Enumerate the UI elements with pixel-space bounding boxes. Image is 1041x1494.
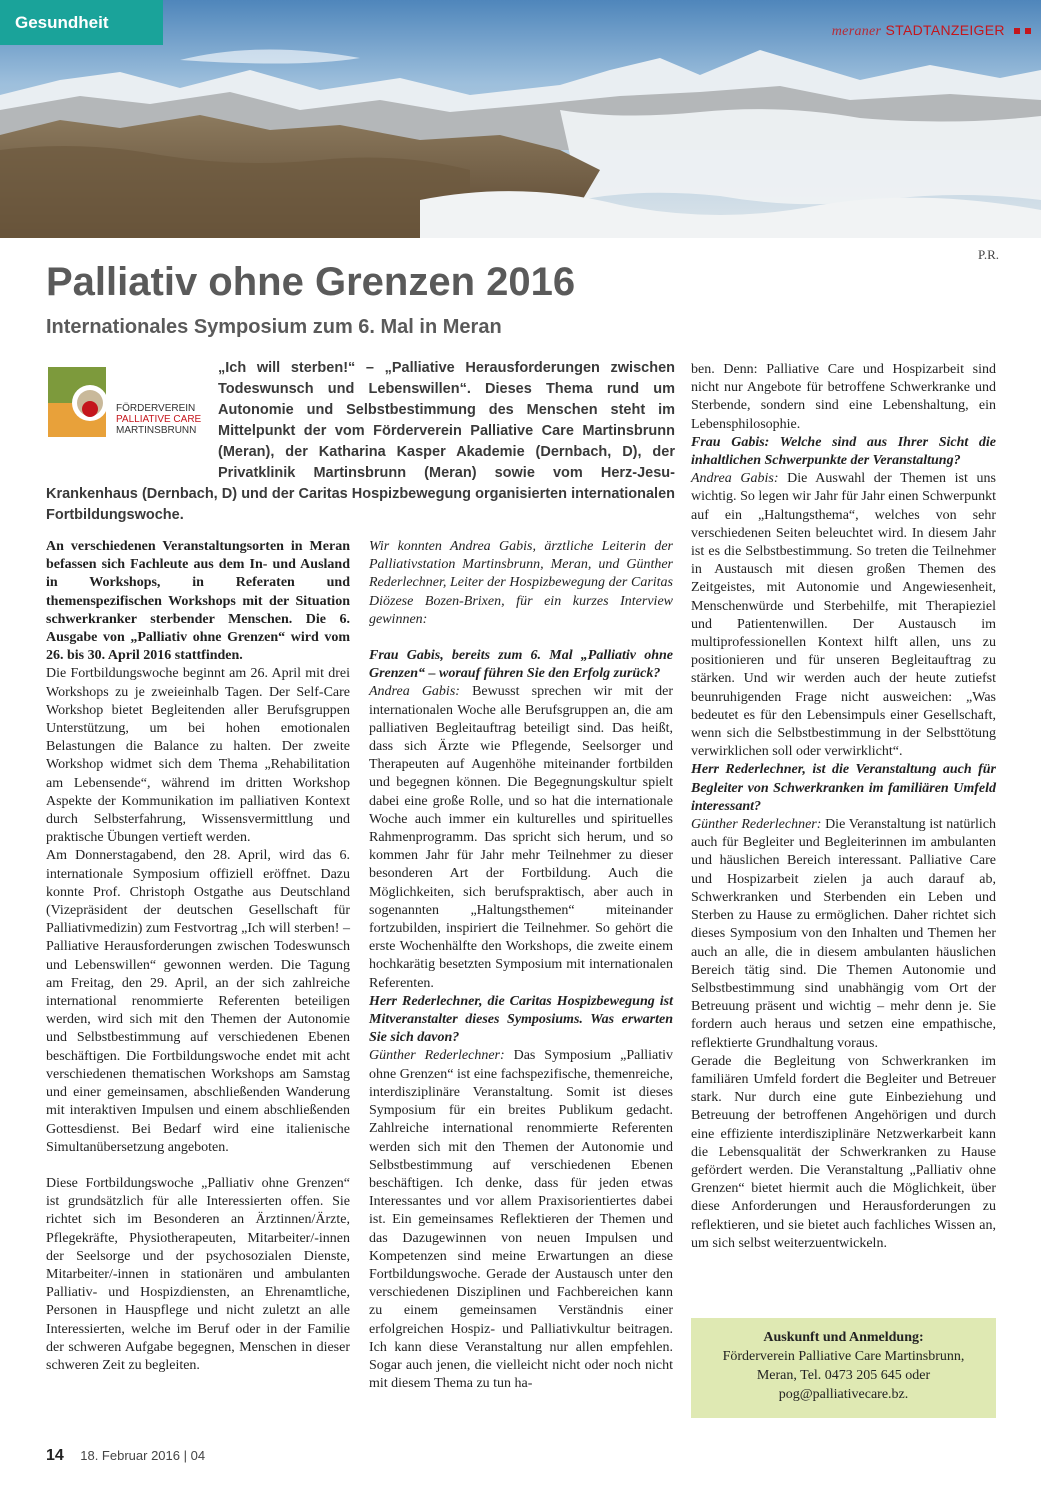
logo-line2: PALLIATIVE CARE [116, 414, 202, 425]
interview-answer [691, 470, 996, 761]
interview-answer [691, 816, 996, 1053]
info-line: Förderverein Palliative Care Martinsbrunn, [722, 1349, 965, 1364]
article-column-1 [46, 538, 350, 1375]
photo-credit: P.R. [978, 247, 999, 262]
article-subtitle: Internationales Symposium zum 6. Mal in Meran [46, 316, 502, 338]
interview-intro: Wir konnten Andrea Gabis, ärztliche Leiterin der Palliativstation Martinsbrunn, Meran, und Günther Rederlechner, Leiter der Hospizbewegung der Caritas Diözese Bozen-Brixen, für ein kurzes Interview gewinnen: [369, 539, 673, 627]
body-paragraph: Gerade die Begleitung von Schwerkranken im familiären Umfeld fordert die Begleiter und Betreuer stark. Nur durch eine gute Einbeziehung und Betreuung der betroffenen Angehörigen und durch eine effiziente interdisziplinäre Netzwerkarbeit kann die Lebensqualität der Schwerkranken zu Hause gefördert werden. Die Veranstaltung „Palliativ ohne Grenzen“ bietet hiermit auch die Möglichkeit, über diese Anforderungen und Herausforderungen zu reflektieren, und sie bietet auch fachliches Wissen an, um sich selbst weiterzuentwickeln. [691, 1053, 996, 1251]
contact-info-box [691, 1318, 996, 1418]
answer-speaker: Günther Rederlechner: [691, 817, 822, 833]
answer-text: Die Veranstaltung ist natürlich auch für Begleiter und Begleiterinnen im ambulanten und häuslichen Bereich interessant. Palliative Care und Hospizarbeit zielen ja auch darauf ab, Schwerkranken und Sterbenden ein Leben und Sterben zu Hause zu ermöglichen. Daher richtet sich dieses Symposium von den Inhalten und Themen her auch an alle, die in diesem ambulanten häuslichen Bereich tätig sind. Die Themen Autonomie und Selbstbestimmung sind unabhängig vom Ort der Betreuung präsent und wichtig – mehr denn je. Sie fordern auch heraus und setzen eine empathische, reflektierte Grundhaltung voraus. [691, 817, 996, 1051]
masthead-logo [832, 22, 1031, 40]
masthead-name: STADTANZEIGER [885, 22, 1005, 38]
body-paragraph: Diese Fortbildungswoche „Palliativ ohne Grenzen“ ist grundsätzlich für alle Interessierten offen. Sie richtet sich im Besonderen an Ärztinnen/Ärzte, Pflegekräfte, Physiotherapeuten, Mitarbeiter/-innen der Seelsorge und der psychosozialen Dienste, Mitarbeiter/-innen in stationären und ambulanten Palliativ- und Hospizdiensten, an Ehrenamtliche, Personen in Hauspflege und nicht zuletzt an alle Interessierten, welche im Beruf oder in der Familie der schweren Aufgabe begegnen, Menschen in dieser schweren Zeit zu begleiten. [46, 1175, 350, 1373]
page-number: 14 [46, 1447, 64, 1464]
issue-date: 18. Februar 2016 | 04 [80, 1448, 206, 1463]
answer-text: Bewusst sprechen wir mit der internationalen Woche alle Berufsgruppen an, die am palliativen Begleitauftrag beteiligt sind. Das heißt, dass sich Ärzte wie Pflegende, Seelsorger und Therapeuten auf Augenhöhe miteinander fortbilden und begegnen können. Die Begegnungskultur spielt dabei eine große Rolle, und so hat die internationale Woche auch immer ein kulturelles und spirituelles Rahmenprogramm. Das spricht sich herum, und so kommen Jahr für Jahr mehr Teilnehmer zu dieser besonderen Art der Fortbildung. Auch die Möglichkeiten, sich berufspraktisch, aber auch in sogenannten „Haltungsthemen“ miteinander fortzubilden, inspiriert die Teilnehmer. So gehört die erste Wochenhälfte den Workshops, die zweite einem hochkarätig besetzten Symposium mit internationalen Referenten. [369, 684, 673, 991]
interview-question: Frau Gabis, bereits zum 6. Mal „Palliativ ohne Grenzen“ – worauf führen Sie den Erfolg zurück? [369, 648, 673, 682]
answer-speaker: Andrea Gabis: [369, 684, 460, 700]
masthead-square-icon [1025, 28, 1031, 34]
interview-question: Frau Gabis: Welche sind aus Ihrer Sicht die inhaltlichen Schwerpunkte der Veranstaltung? [691, 434, 996, 469]
body-paragraph: ben. Denn: Palliative Care und Hospizarbeit sind nicht nur Angebote für betroffene Schwerkranke und Sterbende, sondern sind eine Lebenshaltung, ein Lebensphilosophie. [691, 362, 996, 432]
logo-line3: MARTINSBRUNN [116, 425, 197, 436]
section-tag: Gesundheit [0, 0, 163, 45]
info-heading: Auskunft und Anmeldung: [763, 1330, 924, 1345]
interview-question: Herr Rederlechner, die Caritas Hospizbewegung ist Mitveranstalter dieses Symposiums. Was erwarten Sie sich davon? [369, 993, 673, 1046]
answer-speaker: Günther Rederlechner: [369, 1048, 505, 1064]
answer-speaker: Andrea Gabis: [691, 471, 779, 487]
intro-paragraph: An verschiedenen Veranstaltungsorten in Meran befassen sich Fachleute aus dem In- und Ausland in Workshops, in Referaten und themenspezifischen Workshops mit der Situation schwerkranker sterbender Menschen. Die 6. Ausgabe von „Palliativ ohne Grenzen“ wird vom 26. bis 30. April 2016 stattfinden. [46, 539, 350, 664]
interview-question: Herr Rederlechner, ist die Veranstaltung auch für Begleiter von Schwerkranken im familiären Umfeld interessant? [691, 762, 996, 814]
body-paragraph: Die Fortbildungswoche beginnt am 26. April mit drei Workshops zu je zweieinhalb Tagen. Der Self-Care Workshop bietet Begleitenden aller Berufsgruppen Unterstützung, um bei hohen emotionalen Belastungen die Balance zu halten. Der zweite Workshop widmet sich dem Thema „Rehabilitation am Lebensende“, während im dritten Workshop Aspekte der Kommunikation im palliativen Kontext durch Selbsterfahrung, Wissensvermittlung und praktische Übungen vertieft werden. [46, 666, 350, 846]
answer-text: Das Symposium „Palliativ ohne Grenzen“ ist eine fachspezifische, themenreiche, interdisziplinäre Veranstaltung. Somit ist dieses Symposium für ein breites Publikum gedacht. Zahlreiche international renommierte Referenten werden sich mit den Themen der Autonomie und Selbstbestimmung auf verschiedenen Ebenen beschäftigen. Ich denke, dass für jeden etwas Interessantes und vor allem Praxisorientiertes dabei ist. Ein gemeinsames Reflektieren der Themen und das Dazugewinnen von neuen Impulsen und Kompetenzen sind meine Erwartungen an diese Fortbildungswoche. Gerade der Austausch unter den verschiedenen Disziplinen und Fachbereichen kann zu einem gemeinsamen Verständnis einer erfolgreichen Hospiz- und Palliativkultur beitragen. Ich kann diese Veranstaltung nur allen empfehlen. Sogar auch jenen, die vielleicht nicht oder noch nicht mit diesem Thema zu tun ha- [369, 1048, 674, 1392]
interview-answer [369, 1047, 673, 1393]
body-paragraph: Am Donnerstagabend, den 28. April, wird das 6. internationale Symposium offiziell eröffnet. Dazu konnte Prof. Christoph Ostgathe aus Deutschland (Vizepräsident der deutschen Gesellschaft für Palliativmedizin) zum Festvortrag „Ich will sterben! – Palliative Herausforderungen zwischen Todeswunsch und Lebenswillen“ gewonnen werden. Die Tagung am Freitag, den 29. April, an der sich zahlreiche international renommierte Referenten beteiligen werden, wird sich mit den Themen der Autonomie und Selbstbestimmung auf verschiedenen Ebenen beschäftigen. Die Fortbildungswoche endet mit acht verschiedenen thematischen Workshops am Samstag und einer gemeinsamen, abschließenden Wanderung mit interaktiven Impulsen und einem abschließenden Gottesdienst. Bei Bedarf wird eine italienische Simultanübersetzung angeboten. [46, 848, 350, 1155]
article-title: Palliativ ohne Grenzen 2016 [46, 260, 576, 304]
article-column-3 [691, 361, 996, 1253]
masthead-square-icon [1014, 28, 1020, 34]
logo-line1: FÖRDERVEREIN [116, 403, 196, 414]
article-lead [46, 358, 675, 526]
info-email: pog@palliativecare.bz. [778, 1387, 909, 1402]
page-footer [46, 1447, 205, 1465]
lead-logo-spacer [46, 358, 218, 480]
answer-text: Die Auswahl der Themen ist uns wichtig. So legen wir Jahr für Jahr einen Schwerpunkt auf ein „Haltungsthema“, welches von sehr verschiedenen Seiten beleuchtet wird. In diesem Jahr ist es die Selbstbestimmung. So treten die Teilnehmer in Austausch mit diesen großen Themen des Zeitgeistes, mit Autonomie und Angewiesenheit, Menschenwürde und Sterbehilfe, mit Therapieziel und Patientenwillen. Der Austausch im multiprofessionellen Kontext hilft allen, uns zu positionieren und für unseren Begleitauftrag zu stärken. Und wir werden auch der heute zutiefst beunruhigenden Frage nicht ausweichen: „Was bedeutet es für den Lebensimpuls einer Gesellschaft, wenn sich die Selbstbestimmung in der Selbsttötung verwirklichen soll oder verwirklicht“. [691, 471, 996, 760]
masthead-prefix: meraner [831, 24, 882, 39]
lead-text: „Ich will sterben!“ – „Palliative Herausforderungen zwischen Todeswunsch und Lebenswillen“. Dieses Thema rund um Autonomie und Selbstbestimmung des Menschen steht im Mittelpunkt der vom Förderverein Palliative Care Martinsbrunn (Meran), der Katharina Kasper Akademie (Dernbach, D), der Privatklinik Martinsbrunn (Meran) sowie vom Herz-Jesu-Krankenhaus (Dernbach, D) und der Caritas Hospizbewegung organisierten internationalen Fortbildungswoche. [46, 360, 675, 523]
interview-answer [369, 683, 673, 992]
info-line: Meran, Tel. 0473 205 645 oder [756, 1368, 931, 1383]
article-column-2 [369, 538, 673, 1393]
